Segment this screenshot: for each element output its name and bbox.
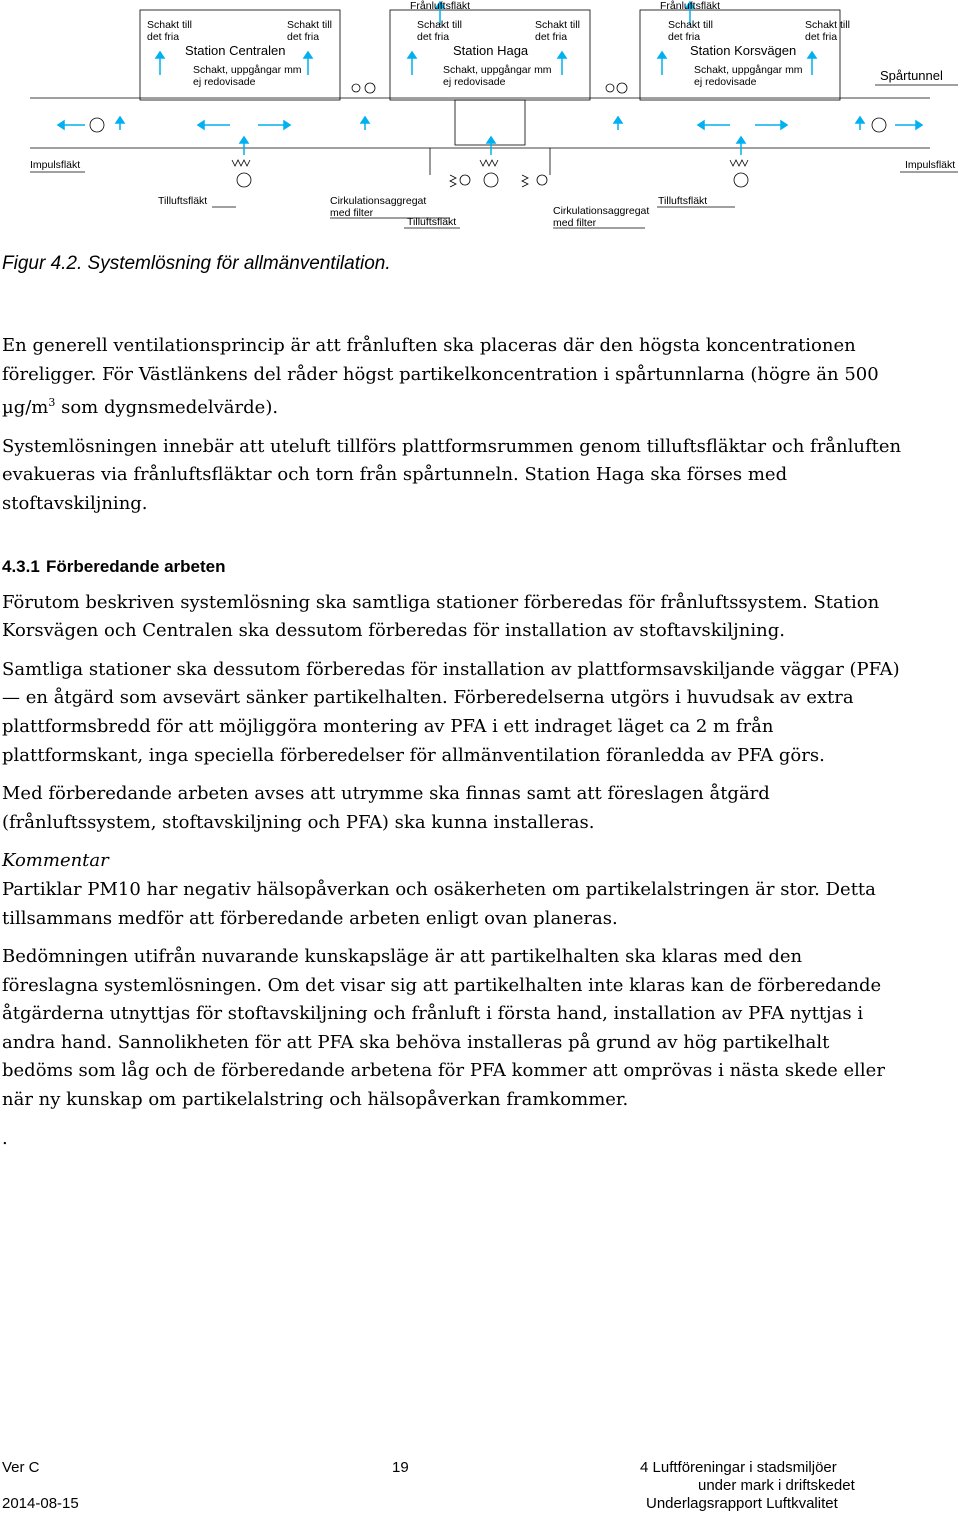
- footer-title-line2: under mark i driftskedet: [698, 1477, 855, 1494]
- schakt-label: Schakt till det fria: [147, 19, 192, 43]
- section-heading: [2, 553, 902, 581]
- spartunnel-label: Spårtunnel: [880, 68, 943, 83]
- cirk-label: Cirkulationsaggregat med filter: [553, 205, 650, 229]
- tilluft-label: Tilluftsfläkt: [407, 216, 457, 228]
- paragraph-text: som dygnsmedelvärde).: [55, 397, 279, 419]
- schakt-label: Schakt till det fria: [668, 19, 713, 43]
- footer-date: 2014-08-15: [2, 1495, 79, 1512]
- schakt-label: Schakt till det fria: [287, 19, 332, 43]
- tilluft-label: Tilluftsfläkt: [158, 195, 208, 207]
- footer-page-number: 19: [392, 1459, 409, 1476]
- paragraph: Bedömningen utifrån nuvarande kunskapsläge är att partikelhalten ska klaras med den föreslagna systemlösningen. Om det visar sig att partikelhalten inte klaras kan de förberedande åtgärderna utnyttjas för stoftavskiljning och frånluft i första hand, installation av PFA nyttjas i andra hand. Sannolikheten för att PFA ska behöva installeras på grund av hög partikelhalt bedöms som låg och de förberedande arbetena för PFA kommer att omprövas i nästa skede eller när ny kunskap om partikelalstring och hälsopåverkan framkommer.: [2, 946, 885, 1111]
- schakt-label: Schakt till det fria: [535, 19, 580, 43]
- paragraph: [2, 332, 902, 423]
- uppgangar-label: Schakt, uppgångar mm ej redovisade: [193, 64, 302, 88]
- station-label-korsvagen: Station Korsvägen: [690, 43, 797, 58]
- cirk-label: Cirkulationsaggregat med filter: [330, 195, 427, 219]
- uppgangar-label: Schakt, uppgångar mm ej redovisade: [443, 64, 552, 88]
- superscript: 3: [48, 396, 56, 410]
- uppgangar-label: Schakt, uppgångar mm ej redovisade: [694, 64, 803, 88]
- ventilation-diagram: [0, 0, 960, 240]
- paragraph: Systemlösningen innebär att uteluft tillförs plattformsrummen genom tilluftsfläktar och frånluften evakueras via frånluftsfläktar och torn från spårtunneln. Station Haga ska förses med stoftavskiljning.: [2, 435, 902, 514]
- footer-title-line1: 4 Luftföreningar i stadsmiljöer: [640, 1459, 837, 1476]
- section-title: Förberedande arbeten: [46, 556, 226, 576]
- section-number: 4.3.1: [2, 556, 40, 576]
- footer-title-line3: Underlagsrapport Luftkvalitet: [646, 1495, 838, 1512]
- footer-version: Ver C: [2, 1459, 40, 1476]
- paragraph-text: En generell ventilationsprincip är att frånluften ska placeras där den högsta koncentrationen föreligger. För Västlänkens del råder högst partikelkoncentration i spårtunnlarna (högre än 500 µg/m: [2, 335, 879, 419]
- franlufts-label-1: Frånluftsfläkt: [410, 0, 471, 12]
- kommentar-label: Kommentar: [2, 850, 109, 872]
- station-label-haga: Station Haga: [453, 43, 529, 58]
- schakt-label: Schakt till det fria: [805, 19, 850, 43]
- paragraph: Förutom beskriven systemlösning ska samtliga stationer förberedas för frånluftssystem. Station Korsvägen och Centralen ska dessutom förberedas för installation av stoftavskiljning.: [2, 591, 880, 642]
- figure-caption: Figur 4.2. Systemlösning för allmänventilation.: [2, 253, 391, 274]
- document-body: [2, 332, 902, 1163]
- paragraph: Med förberedande arbeten avses att utrymme ska finnas samt att föreslagen åtgärd (frånluftssystem, stoftavskiljning och PFA) ska kunna installeras.: [2, 783, 770, 833]
- tilluft-label: Tilluftsfläkt: [658, 195, 708, 207]
- paragraph: [2, 847, 902, 933]
- station-label-centralen: Station Centralen: [185, 43, 286, 58]
- paragraph: Samtliga stationer ska dessutom förberedas för installation av plattformsavskiljande väggar (PFA) — en åtgärd som avsevärt sänker partikelhalten. Förberedelserna utgörs i huvudsak av extra plattformsbredd för att möjliggöra montering av PFA i ett indraget läget ca 2 m från plattformskant, inga speciella förberedelser för allmänventilation föranledda av PFA görs.: [2, 658, 900, 766]
- impuls-label-left: Impulsfläkt: [30, 159, 81, 171]
- franlufts-label-2: Frånluftsfläkt: [660, 0, 721, 12]
- paragraph-text: Partiklar PM10 har negativ hälsopåverkan och osäkerheten om partikelalstringen är stor. Detta tillsammans medför att förberedande arbeten enligt ovan planeras.: [2, 878, 876, 929]
- trailing-dot: .: [2, 1127, 8, 1149]
- impuls-label-right: Impulsfläkt: [905, 159, 956, 171]
- schakt-label: Schakt till det fria: [417, 19, 462, 43]
